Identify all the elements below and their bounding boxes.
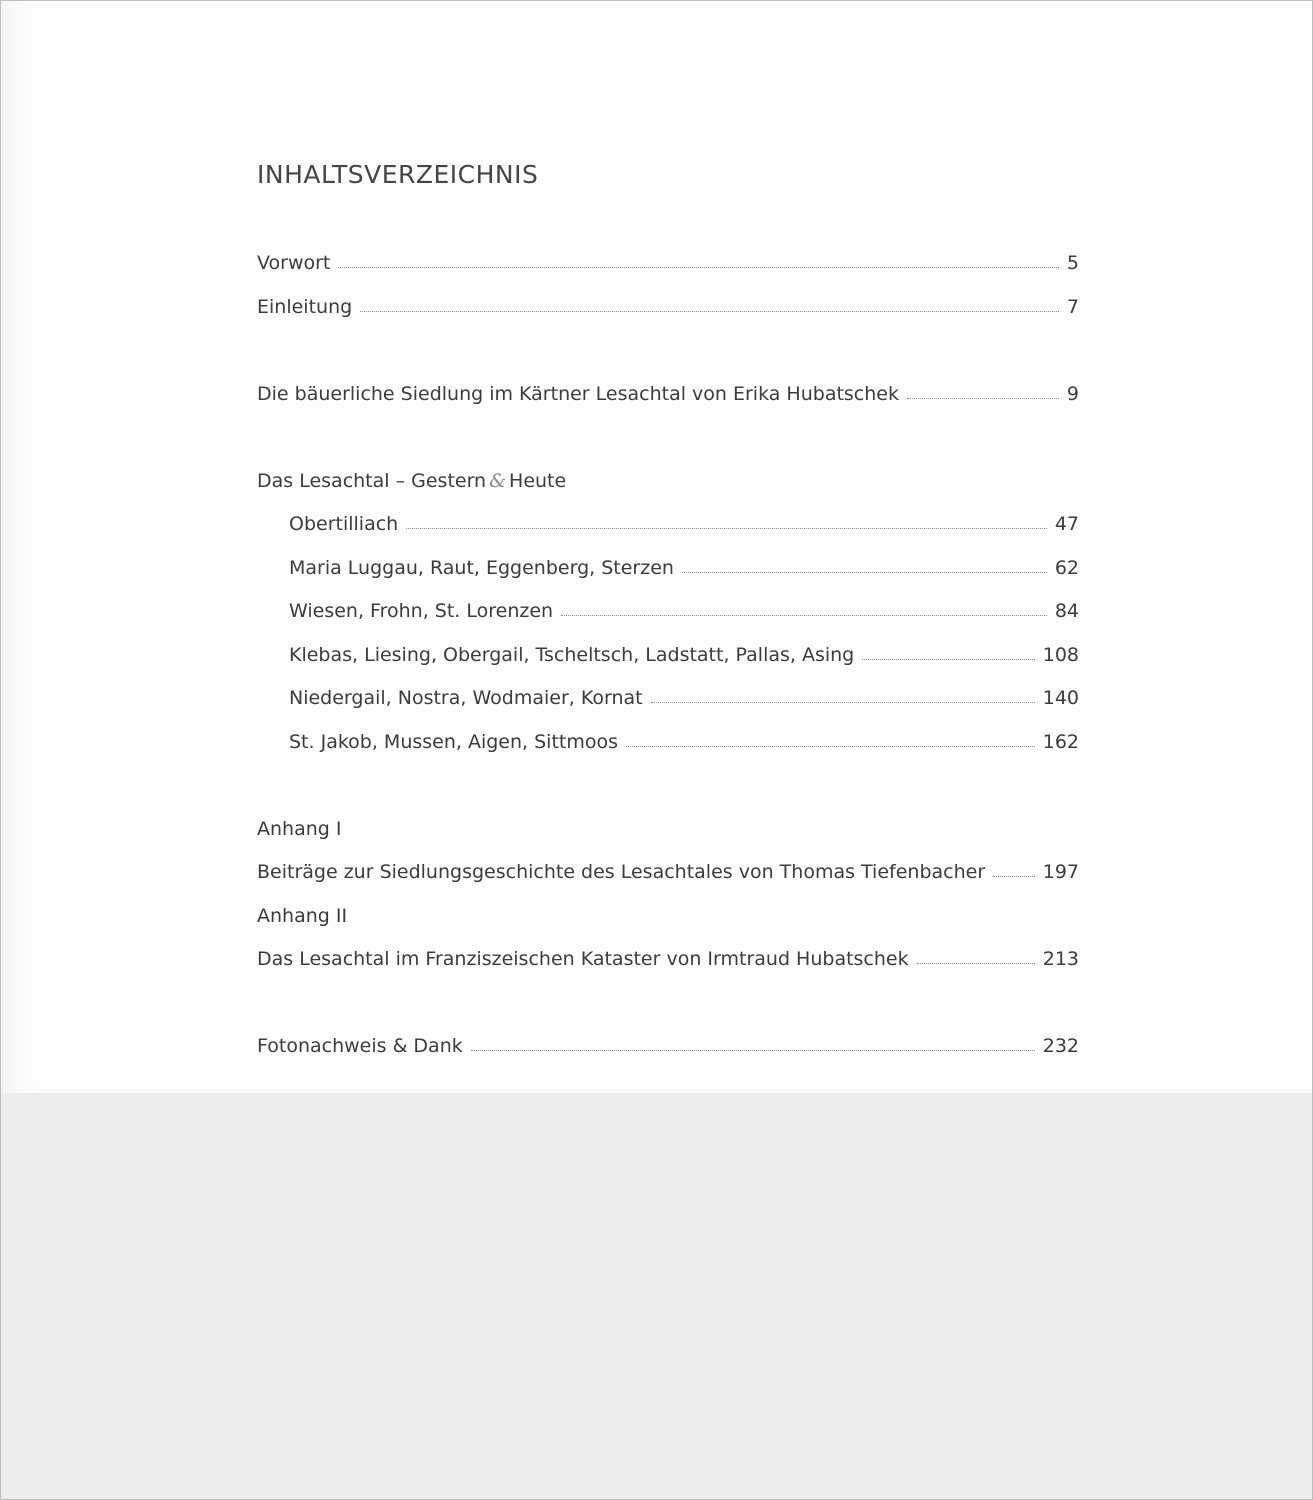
toc-title: INHALTSVERZEICHNIS (257, 160, 539, 189)
dot-leader (626, 745, 1035, 747)
toc-entry-page: 9 (1066, 383, 1079, 405)
dot-leader (471, 1049, 1035, 1051)
toc-entry-page: 213 (1042, 948, 1079, 970)
toc-section-gestern-heute (257, 470, 1079, 500)
toc-entry-anhang-1[interactable] (257, 861, 1079, 891)
toc-entry-vorwort[interactable] (257, 252, 1079, 282)
toc-entry-anhang-2[interactable] (257, 948, 1079, 978)
toc-section-anhang-2 (257, 905, 1079, 935)
dot-leader (907, 397, 1059, 399)
toc-entry-fotonachweis[interactable] (257, 1035, 1079, 1065)
toc-entry-label: St. Jakob, Mussen, Aigen, Sittmoos (289, 731, 619, 753)
toc-entry-page: 5 (1066, 252, 1079, 274)
dot-leader (561, 614, 1047, 616)
dot-leader (862, 658, 1034, 660)
dot-leader (993, 875, 1035, 877)
section-heading: Anhang II (257, 905, 348, 927)
toc-entry-page: 47 (1054, 513, 1079, 535)
toc-entry-label: Das Lesachtal im Franziszeischen Kataster von Irmtraud Hubatschek (257, 948, 909, 970)
toc-entry-label: Fotonachweis & Dank (257, 1035, 463, 1057)
toc-entry-label: Klebas, Liesing, Obergail, Tscheltsch, Ladstatt, Pallas, Asing (289, 644, 855, 666)
section-heading: Anhang I (257, 818, 342, 840)
section-heading-part2: Heute (509, 470, 567, 492)
toc-entry-label: Obertilliach (289, 513, 399, 535)
toc-entry-page: 162 (1042, 731, 1079, 753)
toc-entry-page: 84 (1054, 600, 1079, 622)
dot-leader (917, 962, 1035, 964)
toc-entry-page: 197 (1042, 861, 1079, 883)
toc-entry-label: Maria Luggau, Raut, Eggenberg, Sterzen (289, 557, 674, 579)
toc-section-anhang-1 (257, 818, 1079, 848)
toc-subentry[interactable] (289, 731, 1079, 761)
dot-leader (406, 527, 1047, 529)
section-heading-part1: Das Lesachtal – Gestern (257, 470, 487, 492)
dot-leader (360, 310, 1059, 312)
toc-entry-page: 108 (1042, 644, 1079, 666)
toc-entry-page: 62 (1054, 557, 1079, 579)
toc-entry-label: Beiträge zur Siedlungsgeschichte des Lesachtales von Thomas Tiefenbacher (257, 861, 986, 883)
toc-subentry[interactable] (289, 644, 1079, 674)
dot-leader (651, 701, 1035, 703)
toc-entry-label: Niedergail, Nostra, Wodmaier, Kornat (289, 687, 643, 709)
ampersand-ornament: & (489, 470, 507, 492)
toc-entry-einleitung[interactable] (257, 296, 1079, 326)
toc-entry-page: 7 (1066, 296, 1079, 318)
toc-entry-label: Die bäuerliche Siedlung im Kärtner Lesachtal von Erika Hubatschek (257, 383, 899, 405)
toc-entry-label: Wiesen, Frohn, St. Lorenzen (289, 600, 554, 622)
dot-leader (682, 571, 1047, 573)
toc-entry-label: Vorwort (257, 252, 331, 274)
toc-subentry[interactable] (289, 557, 1079, 587)
toc-subentry[interactable] (289, 600, 1079, 630)
toc-subentry[interactable] (289, 513, 1079, 543)
dot-leader (338, 266, 1059, 268)
toc-entry-page: 140 (1042, 687, 1079, 709)
section-heading (257, 470, 566, 492)
toc-entry-page: 232 (1042, 1035, 1079, 1057)
toc-entry-siedlung[interactable] (257, 383, 1079, 413)
toc-entry-label: Einleitung (257, 296, 353, 318)
toc-subentry[interactable] (289, 687, 1079, 717)
